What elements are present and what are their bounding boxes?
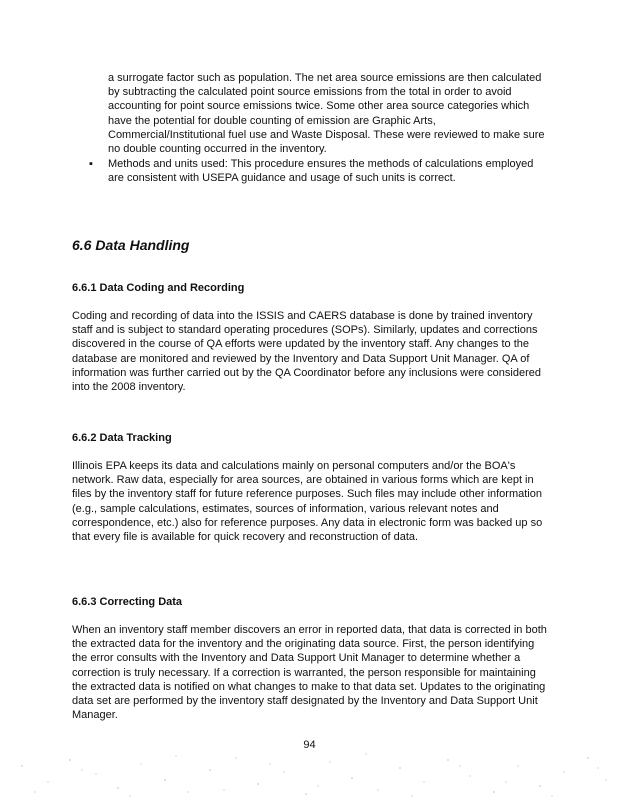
paragraph-correcting-data: When an inventory staff member discovers an error in reported data, that data is corrected in both the extracted data for the inventory and the originating data source. First, the person identifying the error consults with the Inventory and Data Support Unit Manager to determine whether a correction is truly necessary. If a correction is warranted, the person responsible for maintaining the extracted data is notified on what changes to make to that data set. Updates to the originating data set are performed by the inventory staff designated by the Inventory and Data Support Unit Manager. xyxy=(72,624,547,722)
subsection-heading-data-tracking: 6.6.2 Data Tracking xyxy=(72,432,172,444)
continuation-paragraph: a surrogate factor such as population. The net area source emissions are then calculated by subtracting the calculated point source emissions from the total in order to avoid accounting for point source emissions twice. Some other area source categories which have the potential for double counting of emission are Graphic Arts, Commercial/Institutional fuel use and Waste Disposal. These were reviewed to make sure no double counting occurred in the inventory. xyxy=(108,72,545,156)
subsection-heading-correcting-data: 6.6.3 Correcting Data xyxy=(72,596,183,608)
page-number: 94 xyxy=(303,739,316,751)
paragraph-data-coding: Coding and recording of data into the ISSIS and CAERS database is done by trained inventory staff and is subject to standard operating procedures (SOPs). Similarly, updates and corrections discovered in the course of QA efforts were updated by the inventory staff. Any changes to the database are monitored and reviewed by the Inventory and Data Support Unit Manager. QA of information was further carried out by the QA Coordinator before any inclusions were considered into the 2008 inventory. xyxy=(72,310,541,394)
bullet-icon: ▪ xyxy=(89,158,93,170)
paragraph-data-tracking: Illinois EPA keeps its data and calculations mainly on personal computers and/or the BOA's network. Raw data, especially for area sources, are obtained in various forms which are kept in files by the inventory staff for future reference purposes. Such files may include other information (e.g., sample calculations, estimates, sources of information, various relevant notes and correspondence, etc.) also for reference purposes. Any data in electronic form was backed up so that every file is available for quick recovery and reconstruction of data. xyxy=(72,460,543,544)
scan-noise-decoration xyxy=(0,752,619,800)
section-heading-data-handling: 6.6 Data Handling xyxy=(72,237,190,253)
bullet-text: Methods and units used: This procedure ensures the methods of calculations employed are consistent with USEPA guidance and usage of such units is correct. xyxy=(108,158,534,185)
subsection-heading-data-coding: 6.6.1 Data Coding and Recording xyxy=(72,282,245,294)
